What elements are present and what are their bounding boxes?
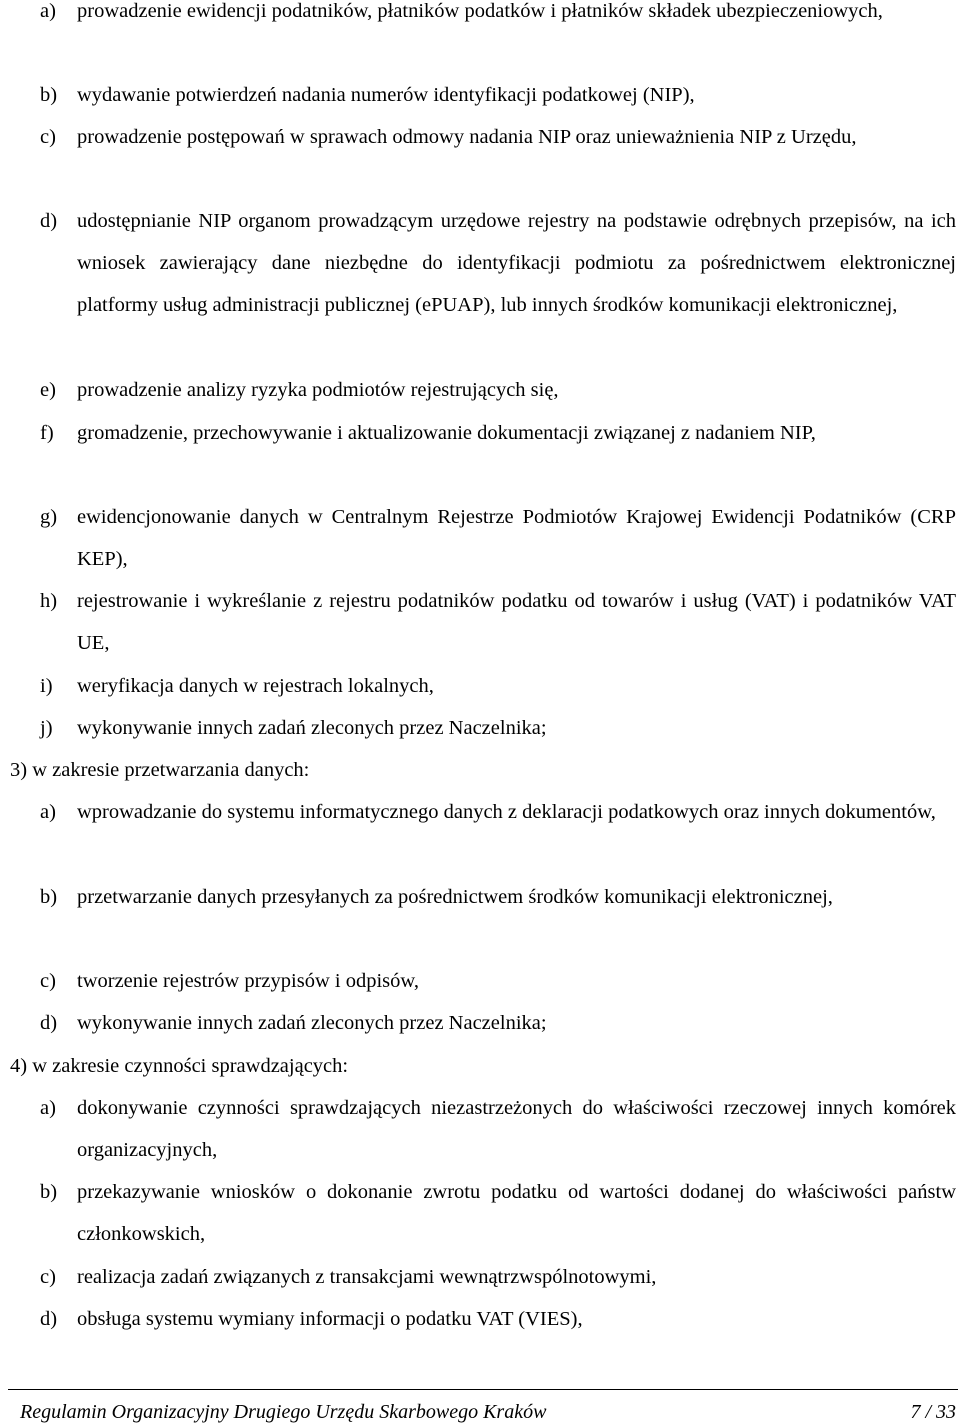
- item-letter: e): [40, 379, 56, 401]
- item-letter: b): [40, 1181, 58, 1203]
- list-item: [40, 496, 956, 580]
- footer-document-title: Regulamin Organizacyjny Drugiego Urzędu Skarbowego Kraków: [20, 1401, 547, 1423]
- list-item: [40, 369, 956, 411]
- item-text: obsługa systemu wymiany informacji o podatku VAT (VIES),: [77, 1308, 583, 1330]
- item-letter: c): [40, 970, 56, 992]
- list-item: [40, 0, 956, 32]
- list-item: [40, 1256, 956, 1298]
- item-letter: a): [40, 801, 56, 823]
- item-text: gromadzenie, przechowywanie i aktualizowanie dokumentacji związanej z nadaniem NIP,: [77, 422, 816, 444]
- item-text: przekazywanie wniosków o dokonanie zwrotu podatku od wartości dodanej do właściwości państw członkowskich,: [77, 1181, 956, 1246]
- item-text: ewidencjonowanie danych w Centralnym Rejestrze Podmiotów Krajowej Ewidencji Podatników (CRP KEP),: [77, 506, 956, 571]
- list-item: [40, 116, 956, 158]
- section-heading: 3) w zakresie przetwarzania danych:: [10, 759, 310, 781]
- list-item: [40, 200, 956, 327]
- item-text: przetwarzanie danych przesyłanych za pośrednictwem środków komunikacji elektronicznej,: [77, 886, 833, 908]
- list-item: [40, 74, 956, 116]
- item-text: tworzenie rejestrów przypisów i odpisów,: [77, 970, 419, 992]
- item-text: wprowadzanie do systemu informatycznego danych z deklaracji podatkowych oraz innych dokumentów,: [77, 801, 936, 823]
- list-item: [40, 876, 956, 918]
- item-letter: d): [40, 210, 58, 232]
- list-item: [40, 791, 956, 833]
- item-text: wydawanie potwierdzeń nadania numerów identyfikacji podatkowej (NIP),: [77, 84, 695, 106]
- list-item: [40, 1298, 956, 1340]
- item-text: udostępnianie NIP organom prowadzącym urzędowe rejestry na podstawie odrębnych przepisów, na ich wniosek zawierający dane niezbędne do identyfikacji podmiotu za pośrednictwem elektronicznej platformy usług administracji publicznej (ePUAP), lub innych środków komunikacji elektronicznej,: [77, 210, 956, 317]
- item-letter: c): [40, 1266, 56, 1288]
- list-item: [40, 580, 956, 664]
- item-letter: j): [40, 717, 53, 739]
- item-letter: f): [40, 422, 54, 444]
- list-item: [40, 1002, 956, 1044]
- item-text: wykonywanie innych zadań zleconych przez Naczelnika;: [77, 1012, 547, 1034]
- item-text: prowadzenie analizy ryzyka podmiotów rejestrujących się,: [77, 379, 559, 401]
- footer-page-number: 7 / 33: [910, 1401, 956, 1423]
- item-letter: b): [40, 886, 58, 908]
- section-heading: 4) w zakresie czynności sprawdzających:: [10, 1055, 349, 1077]
- list-item: [40, 665, 956, 707]
- item-text: wykonywanie innych zadań zleconych przez Naczelnika;: [77, 717, 547, 739]
- item-text: dokonywanie czynności sprawdzających niezastrzeżonych do właściwości rzeczowej innych komórek organizacyjnych,: [77, 1097, 956, 1162]
- list-item: [40, 1087, 956, 1171]
- item-letter: d): [40, 1012, 58, 1034]
- list-item: [40, 960, 956, 1002]
- item-letter: a): [40, 1097, 56, 1119]
- item-letter: h): [40, 590, 58, 612]
- list-item: [40, 707, 956, 749]
- item-letter: i): [40, 675, 53, 697]
- item-letter: a): [40, 0, 56, 22]
- list-item: [40, 1171, 956, 1255]
- item-text: rejestrowanie i wykreślanie z rejestru podatników podatku od towarów i usług (VAT) i podatników VAT UE,: [77, 590, 956, 655]
- item-letter: c): [40, 126, 56, 148]
- item-letter: b): [40, 84, 58, 106]
- item-letter: g): [40, 506, 58, 528]
- item-letter: d): [40, 1308, 58, 1330]
- item-text: prowadzenie postępowań w sprawach odmowy nadania NIP oraz unieważnienia NIP z Urzędu,: [77, 126, 857, 148]
- list-item: [40, 412, 956, 454]
- item-text: weryfikacja danych w rejestrach lokalnych,: [77, 675, 434, 697]
- item-text: prowadzenie ewidencji podatników, płatników podatków i płatników składek ubezpieczeniowych,: [77, 0, 883, 22]
- item-text: realizacja zadań związanych z transakcjami wewnątrzwspólnotowymi,: [77, 1266, 657, 1288]
- footer-divider: [8, 1389, 958, 1390]
